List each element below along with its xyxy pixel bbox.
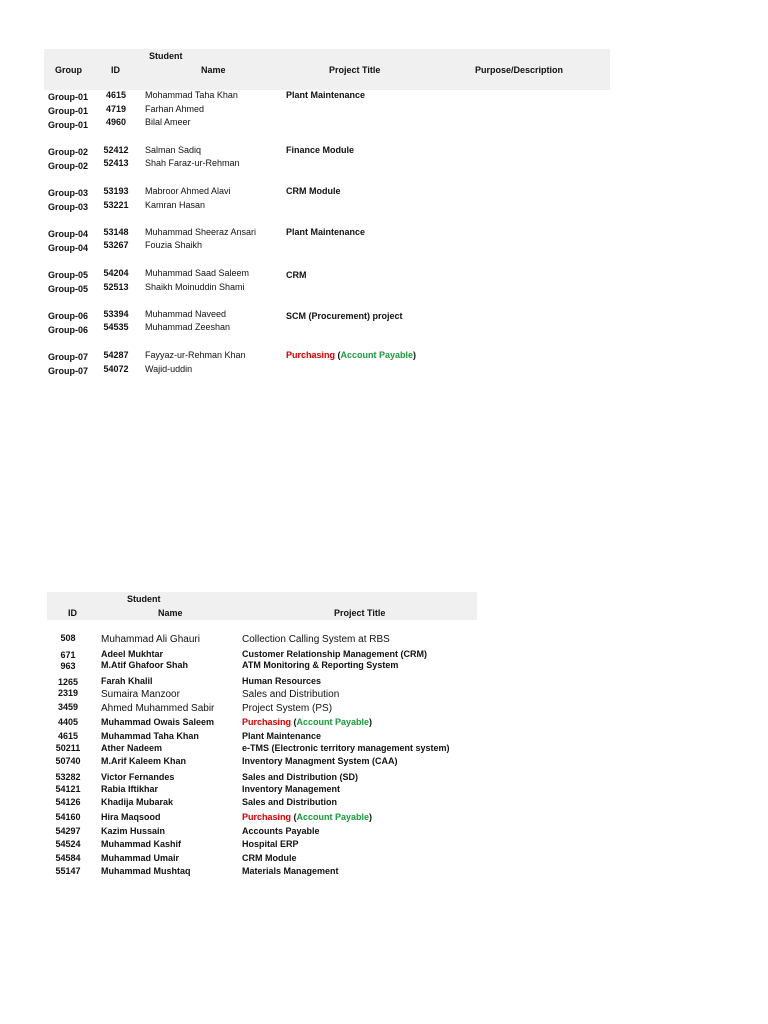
group-cell: Group-06: [48, 311, 89, 321]
project-cell: ATM Monitoring & Reporting System: [242, 660, 399, 670]
id-cell: 54121: [55, 784, 81, 794]
name-cell: Rabia Iftikhar: [101, 784, 159, 794]
id-cell: 50740: [55, 756, 81, 766]
project-cell: CRM Module: [242, 853, 297, 863]
id-cell: 54584: [55, 853, 81, 863]
table1-header-name: Name: [201, 65, 226, 75]
purchasing-text: Purchasing: [286, 350, 336, 360]
account-payable-text: Account Payable: [296, 717, 370, 727]
group-cell: Group-07: [48, 352, 89, 362]
group-cell: Group-01: [48, 120, 89, 130]
name-cell: Muhammad Umair: [101, 853, 180, 863]
project-cell: Project System (PS): [242, 703, 333, 714]
project-cell: Collection Calling System at RBS: [242, 634, 390, 645]
table1-header-id: ID: [111, 65, 120, 75]
name-cell: Muhammad Ali Ghauri: [101, 634, 200, 645]
name-cell: Muhammad Taha Khan: [101, 731, 199, 741]
table1-header-student: Student: [149, 51, 183, 61]
name-cell: Adeel Mukhtar: [101, 649, 164, 659]
id-cell: 508: [60, 633, 76, 643]
name-cell: Wajid-uddin: [145, 364, 193, 374]
id-cell: 54072: [103, 364, 129, 374]
name-cell: Mabroor Ahmed Alavi: [145, 186, 231, 196]
group-cell: Group-02: [48, 147, 89, 157]
name-cell: Farhan Ahmed: [145, 104, 205, 114]
id-cell: 54297: [55, 826, 81, 836]
group-cell: Group-02: [48, 161, 89, 171]
id-cell: 963: [60, 661, 76, 671]
paren-close: ): [369, 717, 373, 727]
purchasing-text: Purchasing: [242, 717, 292, 727]
group-cell: Group-01: [48, 106, 89, 116]
name-cell: Salman Sadiq: [145, 145, 202, 155]
name-cell: Kamran Hasan: [145, 200, 206, 210]
id-cell: 4615: [57, 731, 79, 741]
id-cell: 54160: [55, 812, 81, 822]
project-cell: Accounts Payable: [242, 826, 320, 836]
id-cell: 54535: [103, 322, 129, 332]
group-cell: Group-03: [48, 188, 89, 198]
project-cell: Human Resources: [242, 676, 322, 686]
paren-open: (: [335, 350, 341, 360]
id-cell: 53394: [103, 309, 129, 319]
name-cell: Muhammad Saad Saleem: [145, 268, 250, 278]
name-cell: Fouzia Shaikh: [145, 240, 203, 250]
table2-header-band: [47, 592, 477, 620]
id-cell: 4960: [105, 117, 127, 127]
project-cell: Materials Management: [242, 866, 339, 876]
project-cell: Plant Maintenance: [242, 731, 322, 741]
project-cell: Plant Maintenance: [286, 90, 366, 100]
id-cell: 54287: [103, 350, 129, 360]
id-cell: 55147: [55, 866, 81, 876]
name-cell: Farah Khalil: [101, 676, 153, 686]
id-cell: 54204: [103, 268, 129, 278]
paren-open: (: [291, 717, 297, 727]
group-cell: Group-04: [48, 229, 89, 239]
group-cell: Group-06: [48, 325, 89, 335]
name-cell: Muhammad Kashif: [101, 839, 182, 849]
project-cell-purchasing: [242, 717, 372, 728]
name-cell: Khadija Mubarak: [101, 797, 174, 807]
project-cell: Sales and Distribution: [242, 689, 340, 700]
project-cell: Plant Maintenance: [286, 227, 366, 237]
paren-close: ): [369, 812, 373, 822]
id-cell: 4615: [105, 90, 127, 100]
name-cell: Victor Fernandes: [101, 772, 175, 782]
paren-open: (: [291, 812, 297, 822]
table1-header-purpose: Purpose/Description: [475, 65, 564, 75]
table2-header-student: Student: [127, 594, 161, 604]
project-cell: CRM: [286, 270, 307, 280]
project-cell: Inventory Management: [242, 784, 341, 794]
group-cell: Group-05: [48, 270, 89, 280]
name-cell: Muhammad Sheeraz Ansari: [145, 227, 257, 237]
name-cell: Fayyaz-ur-Rehman Khan: [145, 350, 246, 360]
name-cell: Kazim Hussain: [101, 826, 166, 836]
table2-header-name: Name: [158, 608, 183, 618]
id-cell: 50211: [55, 743, 81, 753]
id-cell: 52413: [103, 158, 129, 168]
id-cell: 53221: [103, 200, 129, 210]
id-cell: 52513: [103, 282, 129, 292]
id-cell: 53267: [103, 240, 129, 250]
project-cell: Sales and Distribution (SD): [242, 772, 359, 782]
project-cell-purchasing: [242, 812, 372, 823]
id-cell: 53282: [55, 772, 81, 782]
id-cell: 1265: [57, 677, 79, 687]
table1-header-project-title: Project Title: [329, 65, 381, 75]
name-cell: Shaikh Moinuddin Shami: [145, 282, 245, 292]
id-cell: 52412: [103, 145, 129, 155]
group-cell: Group-03: [48, 202, 89, 212]
id-cell: 54524: [55, 839, 81, 849]
group-cell: Group-05: [48, 284, 89, 294]
project-cell: CRM Module: [286, 186, 341, 196]
name-cell: Shah Faraz-ur-Rehman: [145, 158, 240, 168]
name-cell: Sumaira Manzoor: [101, 689, 180, 700]
id-cell: 53148: [103, 227, 129, 237]
table2-header-project-title: Project Title: [334, 608, 386, 618]
account-payable-text: Account Payable: [296, 812, 370, 822]
project-cell: e-TMS (Electronic territory management system): [242, 743, 450, 753]
purchasing-text: Purchasing: [242, 812, 292, 822]
table1-header-group: Group: [55, 65, 82, 75]
group-cell: Group-04: [48, 243, 89, 253]
project-cell: SCM (Procurement) project: [286, 311, 403, 321]
project-cell: Finance Module: [286, 145, 355, 155]
name-cell: Muhammad Naveed: [145, 309, 227, 319]
project-cell: Hospital ERP: [242, 839, 299, 849]
name-cell: Muhammad Owais Saleem: [101, 717, 215, 727]
name-cell: Muhammad Mushtaq: [101, 866, 191, 876]
project-cell-purchasing: [286, 350, 416, 361]
group-cell: Group-01: [48, 92, 89, 102]
id-cell: 3459: [57, 702, 79, 712]
table2-header-id: ID: [68, 608, 77, 618]
name-cell: Mohammad Taha Khan: [145, 90, 238, 100]
name-cell: Ather Nadeem: [101, 743, 163, 753]
id-cell: 671: [60, 650, 76, 660]
id-cell: 2319: [57, 688, 79, 698]
id-cell: 54126: [55, 797, 81, 807]
group-cell: Group-07: [48, 366, 89, 376]
name-cell: M.Arif Kaleem Khan: [101, 756, 187, 766]
project-cell: Sales and Distribution: [242, 797, 338, 807]
name-cell: Bilal Ameer: [145, 117, 191, 127]
id-cell: 4405: [57, 717, 79, 727]
project-cell: Customer Relationship Management (CRM): [242, 649, 428, 659]
project-cell: Inventory Managment System (CAA): [242, 756, 398, 766]
name-cell: Muhammad Zeeshan: [145, 322, 231, 332]
name-cell: M.Atif Ghafoor Shah: [101, 660, 188, 670]
name-cell: Hira Maqsood: [101, 812, 161, 822]
name-cell: Ahmed Muhammed Sabir: [101, 703, 215, 714]
paren-close: ): [413, 350, 417, 360]
id-cell: 53193: [103, 186, 129, 196]
id-cell: 4719: [105, 104, 127, 114]
account-payable-text: Account Payable: [340, 350, 414, 360]
